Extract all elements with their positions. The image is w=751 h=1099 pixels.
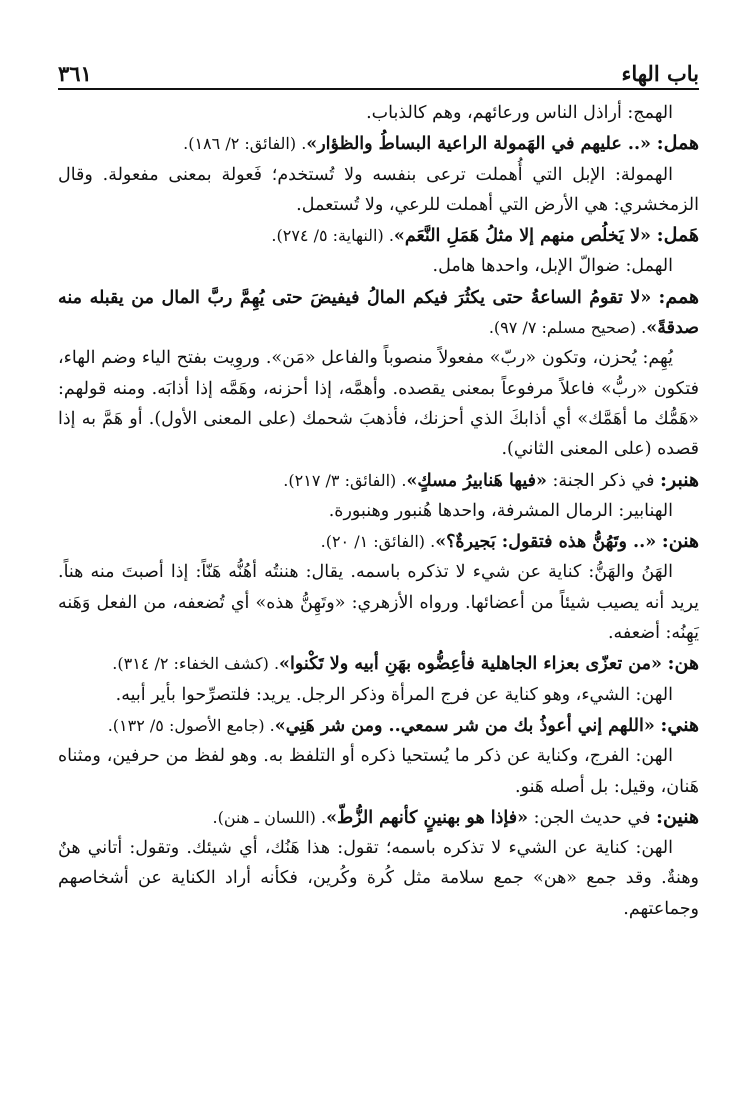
hadith-quote: «من تعزّى بعزاء الجاهلية فأعِضُّوه بهَنِ أبيه ولا تَكْنوا» (279, 654, 662, 675)
definition-paragraph: الهمل: ضوالّ الإبل، واحدها هامل. (432, 256, 673, 277)
definition-paragraph: الهمولة: الإبل التي أُهملت ترعى بنفسه ولا تُستخدم؛ فَعولة بمعنى مفعولة. وقال الزمخشري: هي الأرض التي أهملت للرعي، ولا تُستعمل. (58, 164, 699, 215)
definition-paragraph: الهنابير: الرمال المشرفة، واحدها هُنبور وهنبورة. (328, 500, 673, 521)
hadith-quote: «.. عليهم في الهَمولة الراعية البساطُ والظؤار» (306, 134, 651, 155)
entry-paragraph (58, 128, 699, 159)
hadith-quote: «فيها هَنابيرُ مسكٍ» (406, 470, 547, 491)
chapter-title: باب الهاء (621, 61, 699, 86)
definition-paragraph: الهَنُ والهَنُّ: كناية عن شيء لا تذكره باسمه. يقال: هننتُه أهُنُّه هَنّاً: إذا أصبتَ منه هناً. يريد أنه يصيب شيئاً من أعضائها. ورواه الأزهري: «وتَهِنُّ هذه» أي تُضعفه، من الفعل وَهَنه يَهِنُه: أضعفه. (58, 562, 699, 644)
headword: هنبر: (660, 468, 699, 491)
page-number: ٣٦١ (58, 61, 92, 86)
running-header (58, 52, 699, 90)
headword: هنن: (661, 530, 699, 553)
source-citation: . (الفائق: ٣/ ٢١٧). (283, 470, 407, 490)
headword: هني: (660, 713, 699, 736)
entry-paragraph (58, 282, 699, 344)
source-citation: . (النهاية: ٥/ ٢٧٤). (271, 226, 394, 246)
entry-intro: في حديث الجن: (528, 807, 657, 828)
entry-paragraph (58, 220, 699, 251)
hadith-quote: «لا يَخلُص منهم إلا مثلُ هَمَلِ النَّعَم» (393, 226, 651, 247)
headword: همم: (658, 285, 699, 308)
headword: هَمل: (656, 224, 699, 247)
hadith-quote: «لا تقومُ الساعةُ حتى يكثُرَ فيكم المالُ فيفيضَ حتى يُهِمَّ ربَّ المال من يقبله منه صدقةً» (58, 287, 699, 339)
source-citation: . (الفائق: ٢/ ١٨٦). (183, 134, 307, 154)
entry-paragraph (58, 802, 699, 833)
entry-intro: في ذكر الجنة: (546, 470, 661, 491)
entry-paragraph (58, 465, 699, 496)
book-page (58, 52, 699, 924)
definition-paragraph: الهن: الشيء، وهو كناية عن فرج المرأة وذكر الرجل. يريد: فلتصرِّحوا بأير أبيه. (115, 684, 673, 705)
hadith-quote: «.. وتَهُنُّ هذه فتقول: بَجيرةٌ؟» (435, 532, 657, 553)
source-citation: . (صحيح مسلم: ٧/ ٩٧). (488, 318, 647, 338)
definition-paragraph: يُهِم: يُحزن، وتكون «ربّ» مفعولاً منصوباً والفاعل «مَن». وروِيت بفتح الياء وضم الهاء، فتكون «ربُّ» فاعلاً مرفوعاً بمعنى يقصده. وأهمَّه، إذا أحزنه، وهَمَّه إذا أذابَه. ومنه قولهم: «هَمُّك ما أهَمَّك» أي أذابكَ الذي أحزنك، فأذهبَ شحمك (على المعنى الأول). أو هَمَّ به إذا قصده (على المعنى الثاني). (58, 348, 699, 460)
entry-paragraph (58, 648, 699, 679)
hadith-quote: «اللهم إني أعوذُ بك من شر سمعي.. ومن شر هَنِي» (274, 715, 655, 736)
source-citation: . (الفائق: ١/ ٢٠). (320, 532, 436, 552)
headword: هن: (667, 652, 699, 675)
source-citation: . (جامع الأصول: ٥/ ١٣٢). (107, 715, 275, 735)
entry-paragraph (58, 526, 699, 557)
source-citation: . (كشف الخفاء: ٢/ ٣١٤). (112, 654, 280, 674)
entry-paragraph (58, 710, 699, 741)
source-citation: . (اللسان ـ هنن). (212, 807, 327, 827)
definition-paragraph: الهن: الفرج، وكناية عن ذكر ما يُستحيا ذكره أو التلفظ به. وهو لفظ من حرفين، ومثناه هَنان، وقيل: بل أصله هَنو. (58, 746, 699, 797)
dictionary-body (58, 98, 699, 924)
hadith-quote: «فإذا هو بهنينٍ كأنهم الزُّطّ» (326, 807, 529, 828)
headword: همل: (656, 132, 699, 155)
headword: هنين: (656, 805, 699, 828)
definition-paragraph: الهمج: أراذل الناس ورعائهم، وهم كالذباب. (366, 103, 673, 123)
definition-paragraph: الهن: كناية عن الشيء لا تذكره باسمه؛ تقول: هذا هَنُك، أي شيئك. وتقول: أتاني هنٌ وهنةٌ. وقد جمع «هن» جمع سلامة مثل كُرة وكُرين، فكأنه أراد الكناية عن أشخاصهم وجماعتهم. (58, 838, 699, 919)
